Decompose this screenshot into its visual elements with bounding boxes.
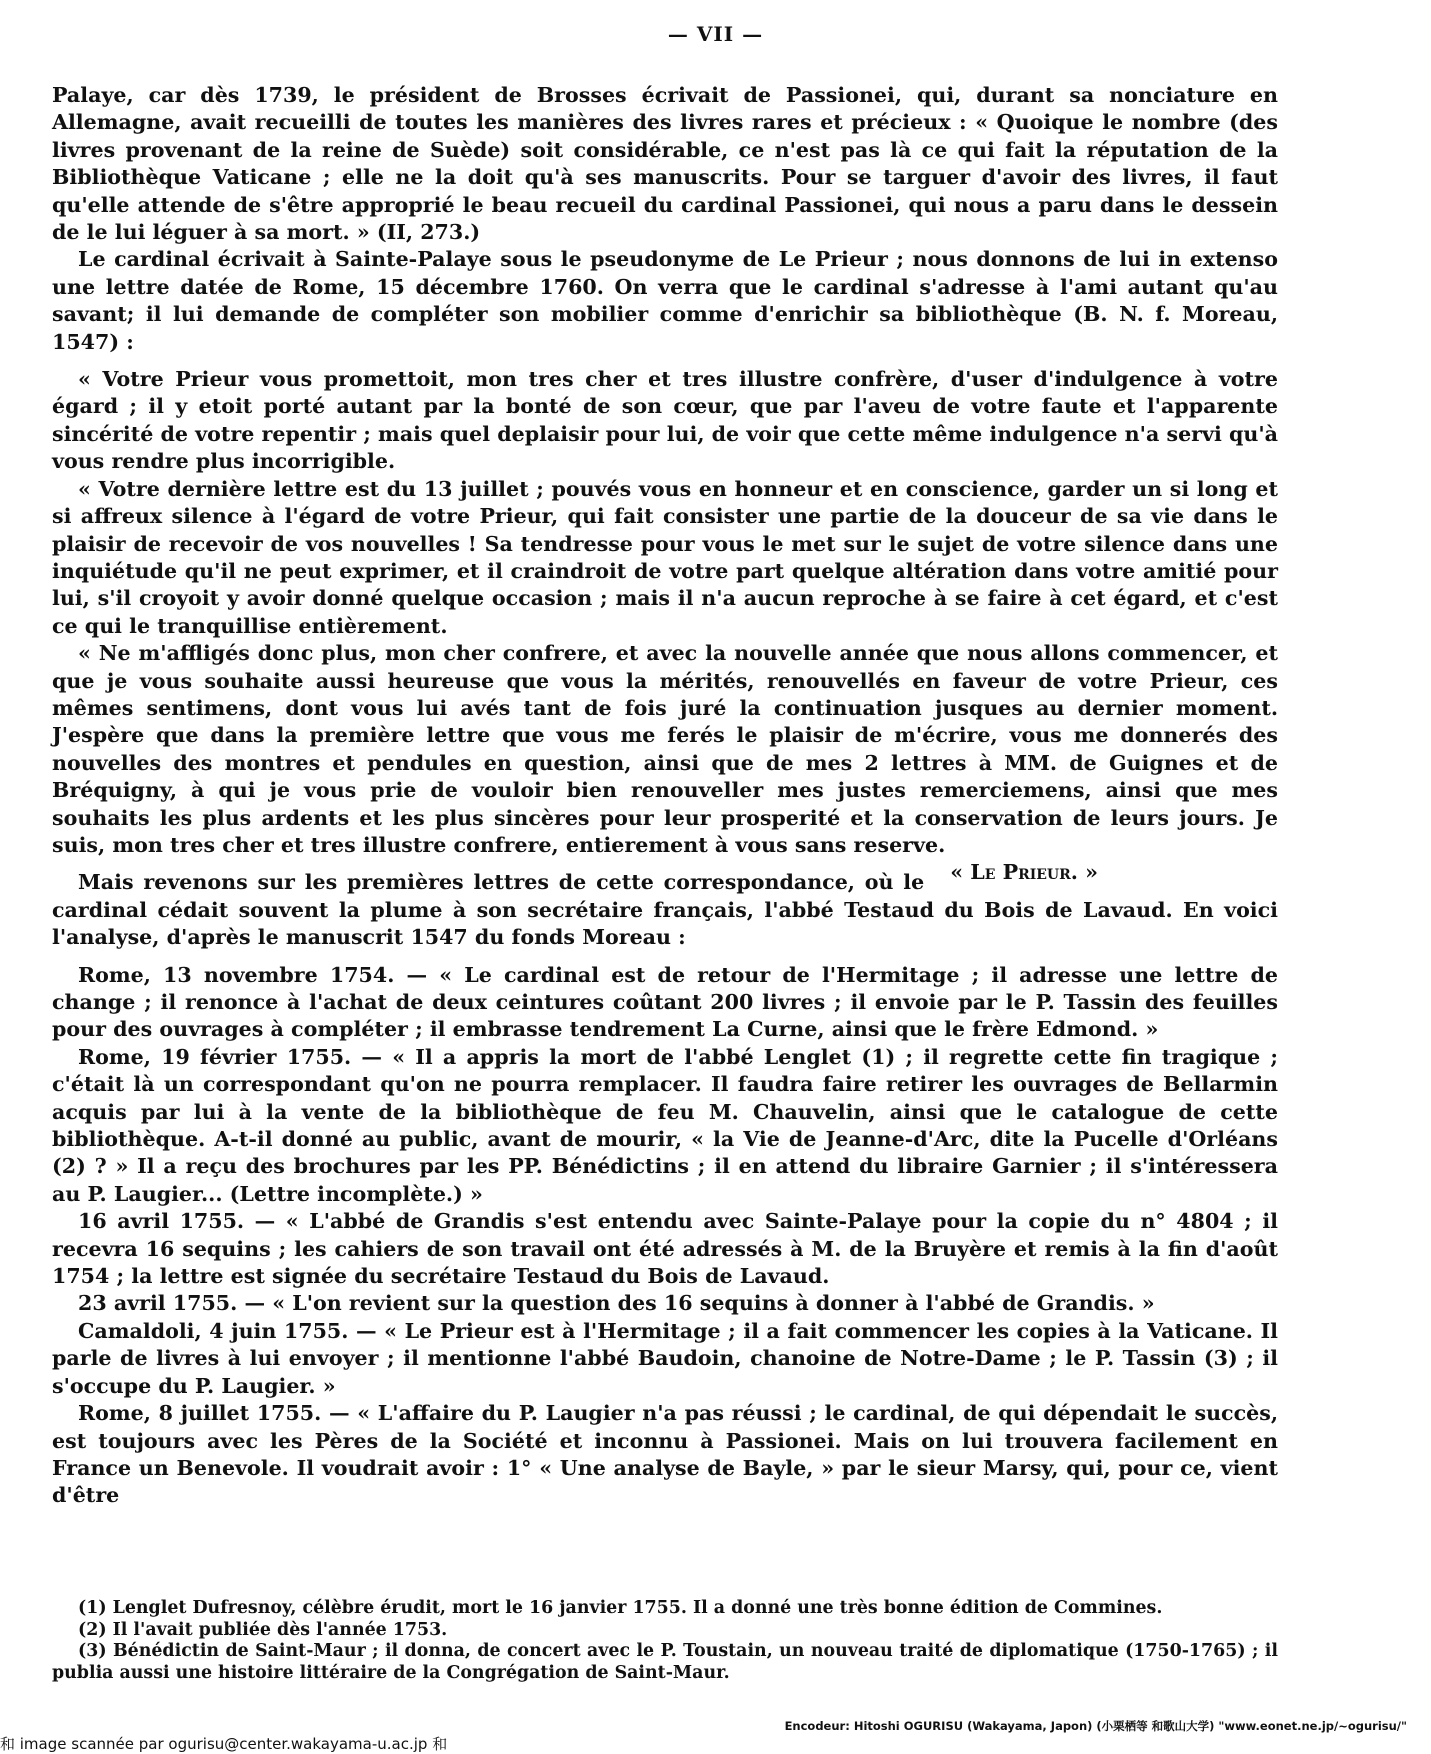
- letter-paragraph: « Votre Prieur vous promettoit, mon tres cher et tres illustre confrère, d'user d'indulgence à votre égard ; il y etoit porté autant par la bonté de son cœur, que par l'aveu de votre faute et l'apparente sincérité de votre repentir ; mais quel deplaisir pour lui, de voir que cette même indulgence n'a servi qu'à vous rendre plus incorrigible.: [52, 367, 1279, 474]
- footnote: (1) Lenglet Dufresnoy, célèbre érudit, mort le 16 janvier 1755. Il a donné une très bonne édition de Commines.: [78, 1598, 1163, 1618]
- paragraph: Le cardinal écrivait à Sainte-Palaye sous le pseudonyme de Le Prieur ; nous donnons de lui in extenso une lettre datée de Rome, 15 décembre 1760. On verra que le cardinal s'adresse à l'ami autant qu'au savant; il lui demande de compléter son mobilier comme d'enrichir sa bibliothèque (B. N. f. Moreau, 1547) :: [52, 247, 1278, 354]
- analysis-entry: Rome, 19 février 1755. — « Il a appris la mort de l'abbé Lenglet (1) ; il regrette cette fin tragique ; c'était là un correspondant qu'on ne pourra remplacer. Il faudra faire retirer les ouvrages de Bellarmin acquis par lui à la vente de la bibliothèque de feu M. Chauvelin, ainsi que le catalogue de cette bibliothèque. A-t-il donné au public, avant de mourir, « la Vie de Jeanne-d'Arc, dite la Pucelle d'Orléans (2) ? » Il a reçu des brochures par les PP. Bénédictins ; il en attend du libraire Garnier ; il s'intéressera au P. Laugier... (Lettre incomplète.) »: [52, 1044, 1278, 1206]
- analysis-entry: 16 avril 1755. — « L'abbé de Grandis s'est entendu avec Sainte-Palaye pour la copie du n° 4804 ; il recevra 16 sequins ; les cahiers de son travail ont été adressés à M. de la Bruyère et remis à la fin d'août 1754 ; la lettre est signée du secrétaire Testaud du Bois de Lavaud.: [52, 1209, 1278, 1289]
- paragraph: Mais revenons sur les premières lettres de cette correspondance, où le cardinal cédait souvent la plume à son secrétaire français, l'abbé Testaud du Bois de Lavaud. En voici l'analyse, d'après le manuscrit 1547 du fonds Moreau :: [52, 870, 1278, 950]
- signature: « Le Prieur. »: [950, 860, 1098, 885]
- footnote: (3) Bénédictin de Saint-Maur ; il donna, de concert avec le P. Toustain, un nouveau traité de diplomatique (1750-1765) ; il publia aussi une histoire littéraire de la Congrégation de Saint-Maur.: [52, 1641, 1278, 1683]
- encoder-credit: Encodeur: Hitoshi OGURISU (Wakayama, Japon) (小栗栖等 和歌山大学) "www.eonet.ne.jp/~ogurisu/": [784, 1719, 1407, 1733]
- letter-paragraph: [52, 640, 1278, 885]
- paragraph: Palaye, car dès 1739, le président de Brosses écrivait de Passionei, qui, durant sa nonciature en Allemagne, avait recueilli de toutes les manières des livres rares et précieux : « Quoique le nombre (des livres provenant de la reine de Suède) soit considérable, ce n'est pas là ce qui fait la réputation de la Bibliothèque Vaticane ; elle ne la doit qu'à ses manuscrits. Pour se targuer d'avoir des livres, il faut qu'elle attende de s'être approprié le beau recueil du cardinal Passionei, qui nous a paru dans le dessein de le lui léguer à sa mort. » (II, 273.): [52, 83, 1278, 245]
- analysis-entry: Camaldoli, 4 juin 1755. — « Le Prieur est à l'Hermitage ; il a fait commencer les copies à la Vaticane. Il parle de livres à lui envoyer ; il mentionne l'abbé Baudoin, chanoine de Notre-Dame ; le P. Tassin (3) ; il s'occupe du P. Laugier. »: [52, 1318, 1278, 1398]
- scan-credit: 和 image scannée par ogurisu@center.wakayama-u.ac.jp 和: [0, 1735, 448, 1753]
- footnotes: [52, 1598, 1278, 1684]
- analysis-entry: Rome, 13 novembre 1754. — « Le cardinal est de retour de l'Hermitage ; il adresse une lettre de change ; il renonce à l'achat de deux ceintures coûtant 200 livres ; il envoie par le P. Tassin des feuilles pour des ouvrages à compléter ; il embrasse tendrement La Curne, ainsi que le frère Edmond. »: [52, 962, 1278, 1042]
- letter-paragraph: « Votre dernière lettre est du 13 juillet ; pouvés vous en honneur et en conscience, garder un si long et si affreux silence à l'égard de votre Prieur, qui fait consister une partie de la douceur de sa vie dans le plaisir de recevoir de vos nouvelles ! Sa tendresse pour vous le met sur le sujet de votre silence dans une inquiétude qu'il ne peut exprimer, et il craindroit de votre part quelque altération dans votre amitié pour lui, s'il croyoit y avoir donné quelque occasion ; mais il n'a aucun reproche à se faire à cet égard, et c'est ce qui le tranquillise entièrement.: [52, 476, 1278, 638]
- footnote: (2) Il l'avait publiée dès l'année 1753.: [78, 1619, 448, 1640]
- analysis-entry: 23 avril 1755. — « L'on revient sur la question des 16 sequins à donner à l'abbé de Grandis. »: [78, 1291, 1155, 1316]
- letter-paragraph-text: « Ne m'affligés donc plus, mon cher confrere, et avec la nouvelle année que nous allons commencer, et que je vous souhaite aussi heureuse que vous la mérités, renouvellés en faveur de votre Prieur, ces mêmes sentimens, dont vous lui avés tant de fois juré la continuation jusques au dernier moment. J'espère que dans la première lettre que vous me ferés le plaisir de m'écrire, vous me donnerés des nouvelles des montres et pendules en question, ainsi que de mes 2 lettres à MM. de Guignes et de Bréquigny, à qui je vous prie de vouloir bien renouveller mes justes remerciemens, ainsi que mes souhaits les plus ardents et les plus sincères pour leur prosperité et la conservation de leurs jours. Je suis, mon tres cher et tres illustre confrere, entierement à vous sans reserve.: [52, 641, 1278, 857]
- main-text: [52, 82, 1278, 1510]
- page-number: — VII —: [667, 22, 764, 46]
- analysis-entry: Rome, 8 juillet 1755. — « L'affaire du P. Laugier n'a pas réussi ; le cardinal, de qui dépendait le succès, est toujours avec les Pères de la Société et inconnu à Passionei. Mais on lui trouvera facilement en France un Benevole. Il voudrait avoir : 1° « Une analyse de Bayle, » par le sieur Marsy, qui, pour ce, vient d'être: [52, 1401, 1278, 1508]
